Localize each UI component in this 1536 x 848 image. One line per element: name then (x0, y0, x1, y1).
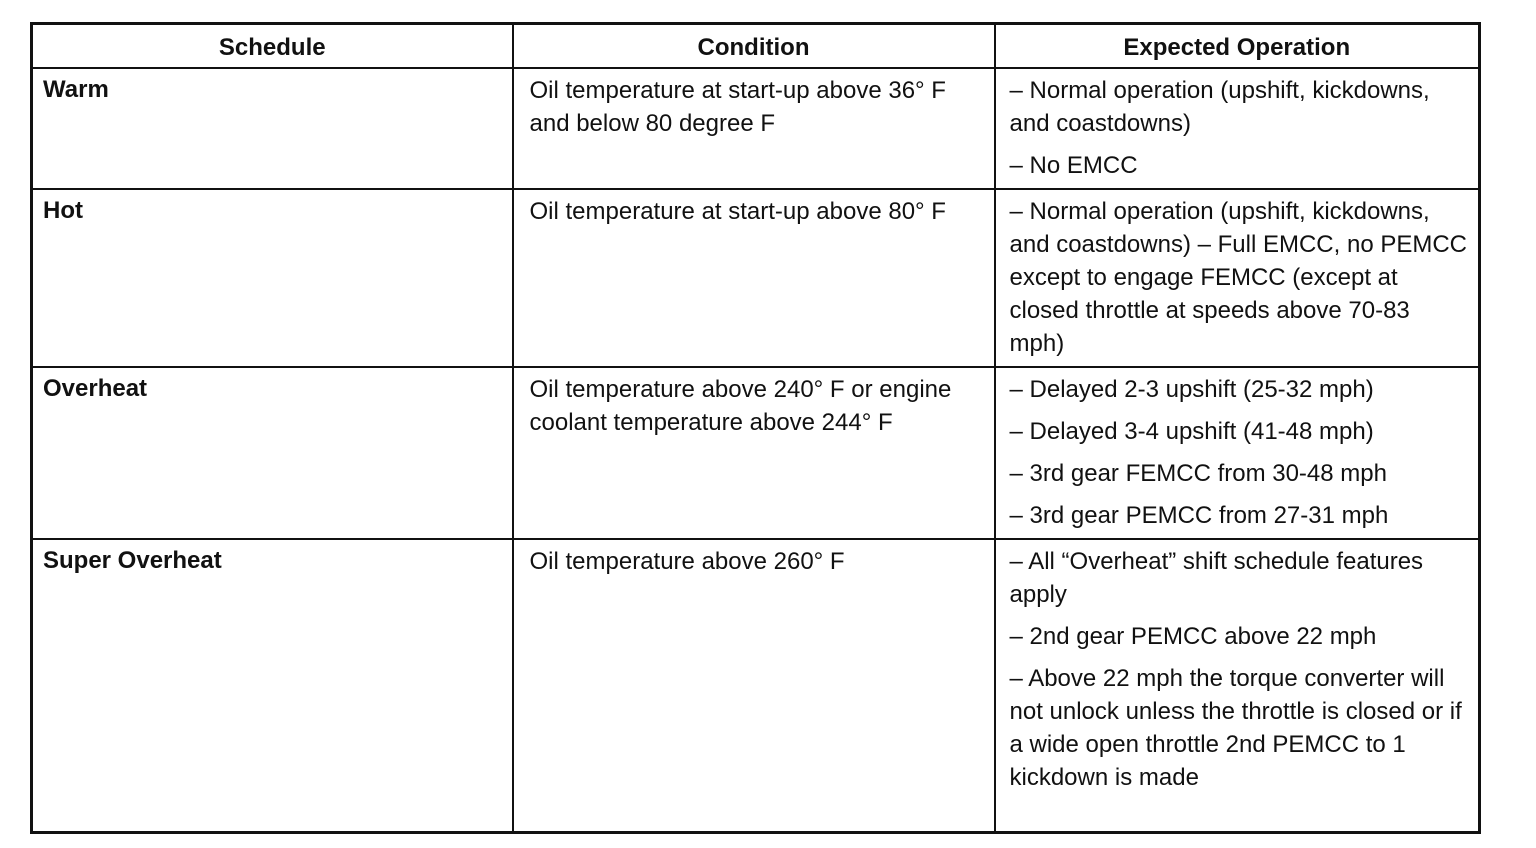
condition-cell: Oil temperature above 260° F (513, 539, 995, 833)
operation-item: – All “Overheat” shift schedule features apply (1009, 548, 1424, 608)
operation-item: – 3rd gear PEMCC from 27-31 mph (1009, 502, 1389, 529)
operation-item: – Delayed 2-3 upshift (25-32 mph) (1009, 376, 1374, 403)
operation-cell (995, 367, 1480, 539)
operation-item: – No EMCC (1009, 152, 1138, 179)
operation-item: – Above 22 mph the torque converter will not unlock unless the throttle is closed or if a wide open throttle 2nd PEMCC to 1 kickdown is made (1009, 665, 1462, 791)
condition-cell: Oil temperature at start-up above 80° F (513, 189, 995, 367)
table-body (32, 68, 1480, 833)
table-row-super-overheat (32, 539, 1480, 833)
condition-cell: Oil temperature at start-up above 36° F and below 80 degree F (513, 68, 995, 189)
table-row-overheat (32, 367, 1480, 539)
header-condition: Condition (513, 24, 995, 69)
operation-item: – 2nd gear PEMCC above 22 mph (1009, 623, 1377, 650)
header-schedule: Schedule (32, 24, 513, 69)
operation-item: – Delayed 3-4 upshift (41-48 mph) (1009, 418, 1374, 445)
operation-item: – Normal operation (upshift, kickdowns, and coastdowns) – Full EMCC, no PEMCC except to engage FEMCC (except at closed throttle at speeds above 70-83 mph) (1009, 198, 1467, 357)
condition-cell: Oil temperature above 240° F or engine coolant temperature above 244° F (513, 367, 995, 539)
header-row (32, 24, 1480, 69)
operation-item: – Normal operation (upshift, kickdowns, and coastdowns) (1009, 77, 1430, 137)
header-expected-operation: Expected Operation (995, 24, 1480, 69)
table-row-hot (32, 189, 1480, 367)
schedule-cell: Overheat (32, 367, 513, 539)
schedule-cell: Warm (32, 68, 513, 189)
table-header (32, 24, 1480, 69)
operation-cell (995, 68, 1480, 189)
schedule-cell: Super Overheat (32, 539, 513, 833)
operation-cell (995, 539, 1480, 833)
table-row-warm (32, 68, 1480, 189)
operation-item: – 3rd gear FEMCC from 30-48 mph (1009, 460, 1387, 487)
shift-schedule-table (30, 22, 1481, 834)
schedule-cell: Hot (32, 189, 513, 367)
operation-cell (995, 189, 1480, 367)
